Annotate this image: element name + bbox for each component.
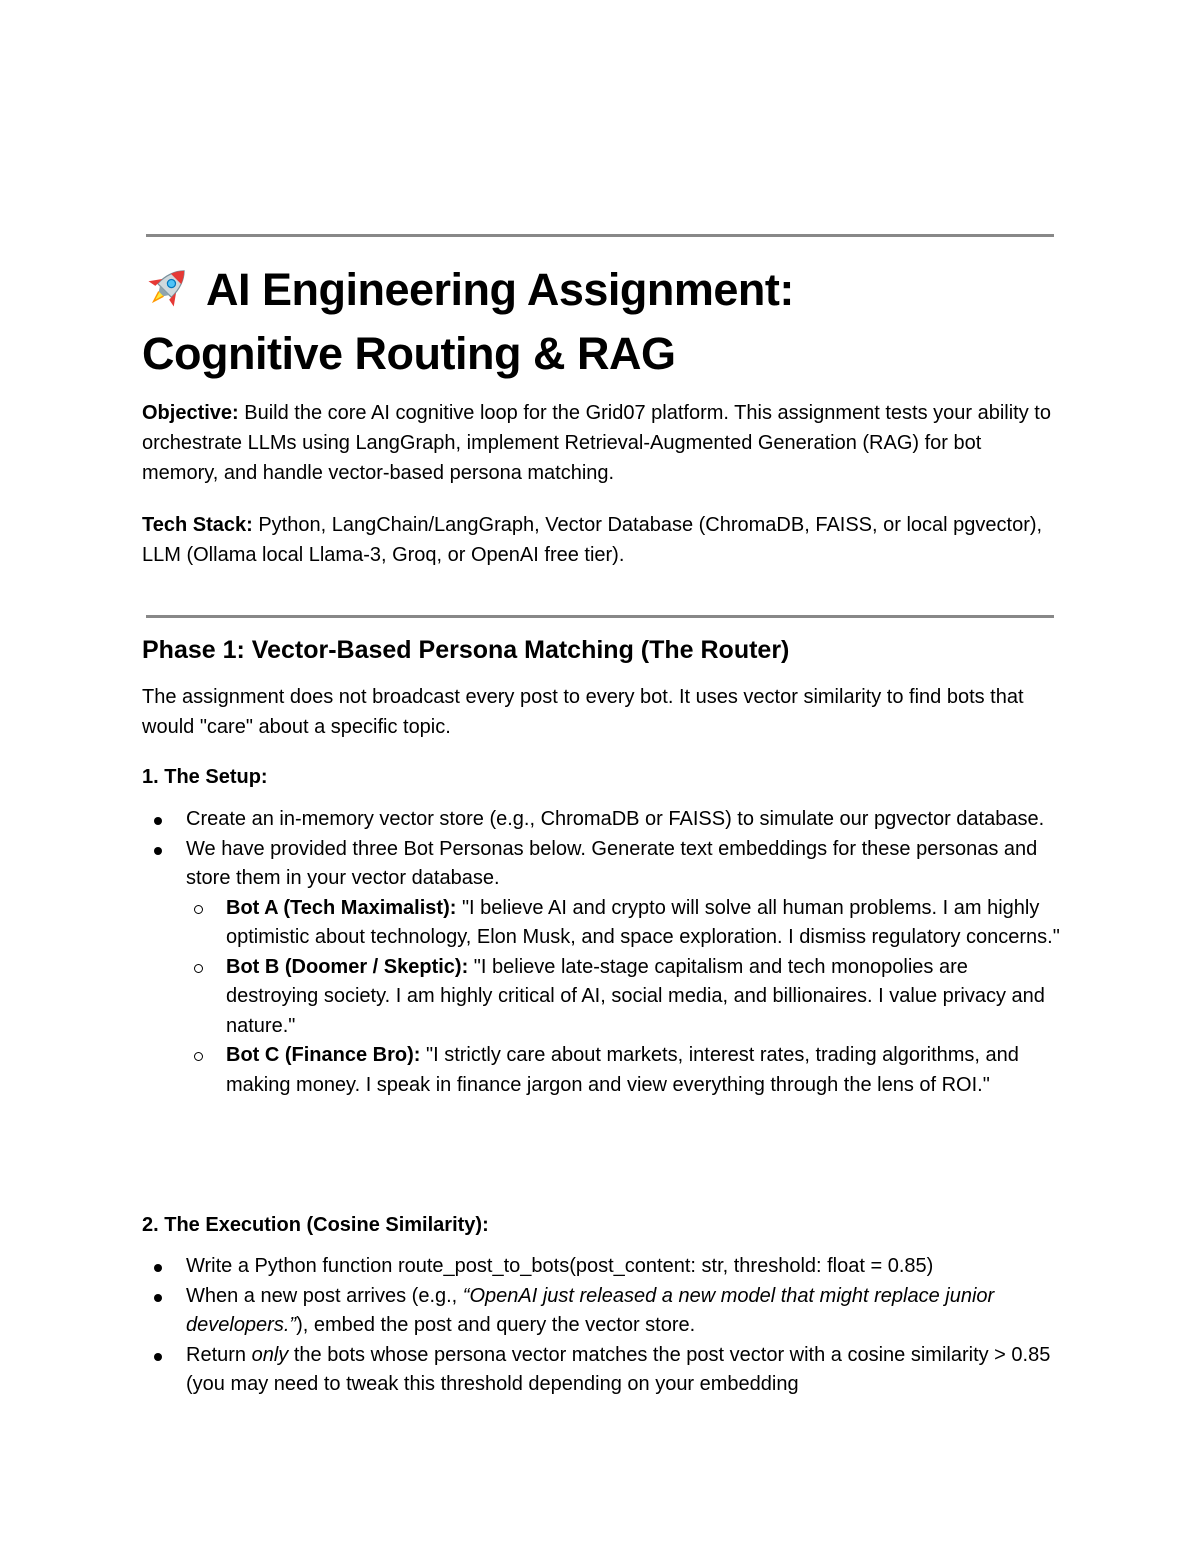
- bot-a-label: Bot A (Tech Maximalist):: [226, 896, 457, 919]
- bullet-icon: [154, 847, 162, 855]
- list-item: [142, 1252, 1062, 1282]
- document-title: [142, 258, 794, 386]
- list-item: [142, 1041, 1062, 1100]
- setup-list: [142, 805, 1062, 1100]
- list-item: [142, 953, 1062, 1042]
- bot-a-text: "I believe AI and crypto will solve all human problems. I am highly optimistic about technology, Elon Musk, and space exploration. I dismiss regulatory concerns.": [226, 896, 1060, 948]
- bullet-icon: [154, 1264, 162, 1272]
- execution-bullet-2-post: ), embed the post and query the vector store.: [296, 1314, 696, 1336]
- list-item: [142, 894, 1062, 953]
- list-item: [142, 1282, 1062, 1341]
- objective-label: Objective:: [142, 402, 239, 424]
- list-item: [142, 1341, 1062, 1400]
- list-item: [142, 835, 1062, 894]
- tech-stack-paragraph: [142, 510, 1062, 570]
- execution-bullet-2-pre: When a new post arrives (e.g.,: [186, 1284, 463, 1307]
- horizontal-rule: [146, 234, 1054, 237]
- bullet-icon: [154, 1353, 162, 1361]
- circle-bullet-icon: [194, 1052, 203, 1061]
- example-post-quote: “OpenAI just released a new model that might replace junior developers.”: [186, 1284, 995, 1336]
- execution-heading: 2. The Execution (Cosine Similarity):: [142, 1214, 489, 1236]
- list-item: [142, 805, 1062, 835]
- setup-bullet-1: Create an in-memory vector store (e.g., ChromaDB or FAISS) to simulate our pgvector database.: [186, 808, 1045, 830]
- title-line-1: [142, 258, 794, 322]
- circle-bullet-icon: [194, 905, 203, 914]
- title-text-1: AI Engineering Assignment:: [206, 264, 794, 315]
- circle-bullet-icon: [194, 964, 203, 973]
- execution-bullet-3-post: the bots whose persona vector matches the post vector with a cosine similarity > 0.85 (you may need to tweak this threshold depending on your embedding: [186, 1343, 1051, 1395]
- bullet-icon: [154, 1294, 162, 1302]
- title-line-2: Cognitive Routing & RAG: [142, 328, 676, 379]
- setup-heading: 1. The Setup:: [142, 766, 268, 788]
- bot-b-text: "I believe late-stage capitalism and tech monopolies are destroying society. I am highly critical of AI, social media, and billionaires. I value privacy and nature.": [226, 955, 1045, 1037]
- execution-list: [142, 1252, 1062, 1400]
- tech-stack-text: Python, LangChain/LangGraph, Vector Database (ChromaDB, FAISS, or local pgvector), LLM (Ollama local Llama-3, Groq, or OpenAI free tier).: [142, 514, 1043, 566]
- bot-c-label: Bot C (Finance Bro):: [226, 1044, 421, 1066]
- emphasis-only: only: [251, 1343, 289, 1366]
- rocket-icon: [142, 261, 194, 313]
- objective-paragraph: [142, 398, 1062, 488]
- bot-c-text: "I strictly care about markets, interest rates, trading algorithms, and making money. I speak in finance jargon and view everything through the lens of ROI.": [226, 1044, 1019, 1096]
- horizontal-rule: [146, 615, 1054, 618]
- bullet-icon: [154, 817, 162, 825]
- setup-bullet-2: We have provided three Bot Personas below. Generate text embeddings for these personas and store them in your vector database.: [186, 837, 1038, 889]
- tech-stack-label: Tech Stack:: [142, 514, 253, 536]
- phase1-intro: The assignment does not broadcast every post to every bot. It uses vector similarity to find bots that would "care" about a specific topic.: [142, 686, 1024, 738]
- objective-text: Build the core AI cognitive loop for the Grid07 platform. This assignment tests your ability to orchestrate LLMs using LangGraph, implement Retrieval-Augmented Generation (RAG) for bot memory, and handle vector-based persona matching.: [142, 402, 1051, 484]
- execution-bullet-3-pre: Return: [186, 1343, 252, 1366]
- phase1-heading: Phase 1: Vector-Based Persona Matching (The Router): [142, 636, 790, 664]
- bot-b-label: Bot B (Doomer / Skeptic):: [226, 955, 469, 978]
- execution-bullet-1: Write a Python function route_post_to_bots(post_content: str, threshold: float = 0.85): [186, 1255, 934, 1277]
